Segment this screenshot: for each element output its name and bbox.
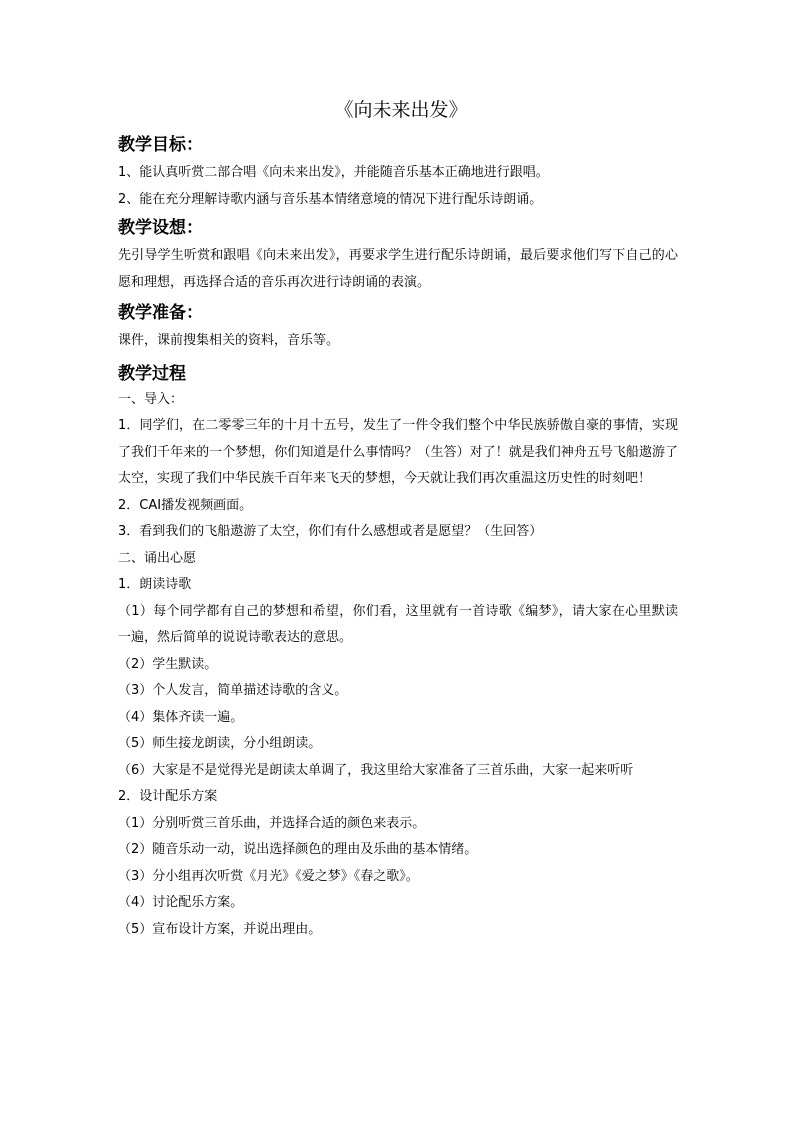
music-title: 2．设计配乐方案 [118, 789, 218, 804]
intro-paragraph-2: 2．CAI播发视频画面。 [118, 497, 253, 513]
prep-heading: 教学准备： [118, 303, 203, 323]
music-step-3: （3）分小组再次听赏《月光》《爱之梦》《春之歌》。 [118, 868, 419, 884]
poem-step-6: （6）大家是不是觉得光是朗读太单调了，我这里给大家准备了三首乐曲，大家一起来听听 [118, 762, 634, 778]
poem-title: 1．朗读诗歌 [118, 577, 192, 592]
document-page [118, 96, 678, 943]
goals-heading: 教学目标： [118, 135, 203, 155]
document-title: 《向未来出发》 [334, 99, 468, 121]
music-step-4: （4）讨论配乐方案。 [118, 895, 244, 910]
goal-item-2: 2、能在充分理解诗歌内涵与音乐基本情绪意境的情况下进行配乐诗朗诵。 [118, 191, 543, 207]
idea-text: 先引导学生听赏和跟唱《向未来出发》，再要求学生进行配乐诗朗诵，最后要求他们写下自己的心愿和理想，再选择合适的音乐再次进行诗朗诵的表演。 [118, 248, 678, 290]
intro-paragraph-3: 3．看到我们的飞船遨游了太空，你们有什么感想或者是愿望？（生回答） [118, 524, 543, 539]
prep-text: 课件，课前搜集相关的资料，音乐等。 [118, 333, 340, 348]
poem-step-2: （2）学生默读。 [118, 656, 218, 672]
music-step-2: （2）随音乐动一动，说出选择颜色的理由及乐曲的基本情绪。 [118, 842, 478, 857]
poem-step-3: （3）个人发言，简单描述诗歌的含义。 [118, 683, 348, 698]
wish-title: 二、诵出心愿 [118, 550, 197, 566]
process-heading: 教学过程 [118, 363, 186, 384]
idea-heading: 教学设想： [118, 218, 203, 238]
goal-item-1: 1、能认真听赏二部合唱《向未来出发》，并能随音乐基本正确地进行跟唱。 [118, 165, 549, 180]
poem-step-4: （4）集体齐读一遍。 [118, 709, 244, 725]
music-step-1: （1）分别听赏三首乐曲，并选择合适的颜色来表示。 [118, 815, 426, 831]
music-step-5: （5）宣布设计方案，并说出理由。 [118, 921, 322, 937]
intro-title: 一、导入： [118, 391, 184, 407]
poem-step-1: （1）每个同学都有自己的梦想和希望，你们看，这里就有一首诗歌《编梦》，请大家在心里默读一遍，然后简单的说说诗歌表达的意思。 [118, 603, 678, 645]
intro-paragraph-1: 1．同学们，在二零零三年的十月十五号，发生了一件令我们整个中华民族骄傲自豪的事情，实现了我们千年来的一个梦想，你们知道是什么事情吗？（生答）对了！就是我们神舟五号飞船遨游了太空，实现了我们中华民族千百年来飞天的梦想，今天就让我们再次重温这历史性的时刻吧！ [118, 418, 678, 486]
poem-step-5: （5）师生接龙朗读，分小组朗读。 [118, 736, 322, 751]
